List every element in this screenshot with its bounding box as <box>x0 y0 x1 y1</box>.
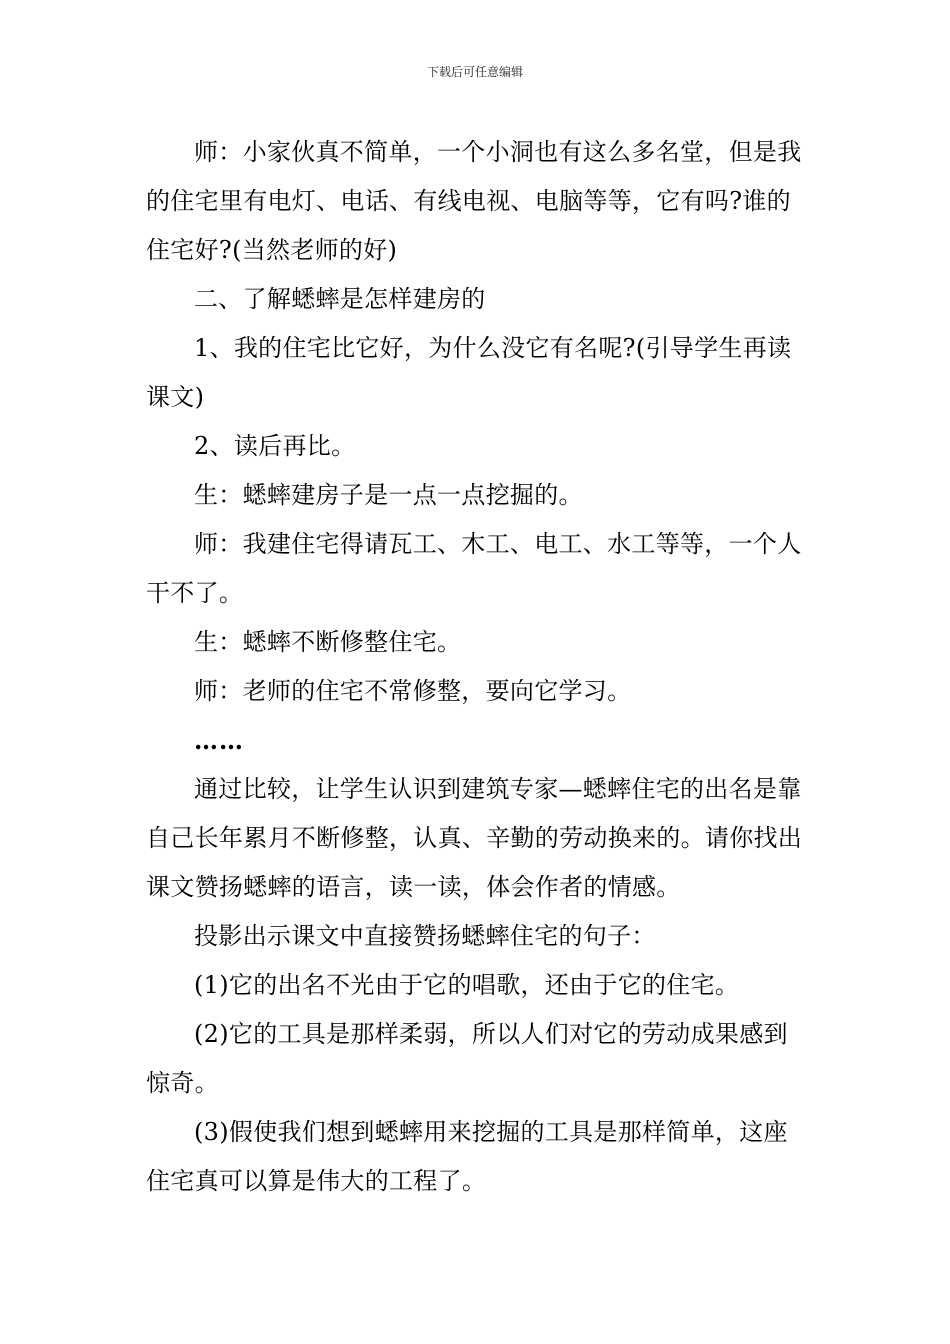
paragraph-step-1: 1、我的住宅比它好，为什么没它有名呢?(引导学生再读课文) <box>146 334 792 411</box>
page-header: 下载后可任意编辑 <box>426 65 523 79</box>
paragraph-teacher-1: 师：我建住宅得请瓦工、木工、电工、水工等等，一个人干不了。 <box>146 530 802 607</box>
paragraph-student-2: 生：蟋蟀不断修整住宅。 <box>194 628 462 656</box>
paragraph-quote-2: (2)它的工具是那样柔弱，所以人们对它的劳动成果感到惊奇。 <box>146 1020 788 1097</box>
document-body <box>146 128 808 1206</box>
paragraph-projection-intro: 投影出示课文中直接赞扬蟋蟀住宅的句子： <box>194 922 656 950</box>
paragraph-teacher-2: 师：老师的住宅不常修整，要向它学习。 <box>194 677 632 705</box>
paragraph-teacher-question: 师：小家伙真不简单，一个小洞也有这么多名堂，但是我的住宅里有电灯、电话、有线电视、电脑等等，它有吗?谁的住宅好?(当然老师的好) <box>146 138 802 264</box>
paragraph-summary: 通过比较，让学生认识到建筑专家—蟋蟀住宅的出名是靠自己长年累月不断修整，认真、辛勤的劳动换来的。请你找出课文赞扬蟋蟀的语言，读一读，体会作者的情感。 <box>146 775 803 901</box>
paragraph-step-2: 2、读后再比。 <box>194 432 356 460</box>
paragraph-student-1: 生：蟋蟀建房子是一点一点挖掘的。 <box>194 481 583 509</box>
paragraph-quote-1: (1)它的出名不光由于它的唱歌，还由于它的住宅。 <box>194 971 740 999</box>
paragraph-quote-3: (3)假使我们想到蟋蟀用来挖掘的工具是那样简单，这座住宅真可以算是伟大的工程了。 <box>146 1118 788 1195</box>
section-heading: 二、了解蟋蟀是怎样建房的 <box>194 285 486 313</box>
paragraph-ellipsis: …… <box>194 726 244 755</box>
